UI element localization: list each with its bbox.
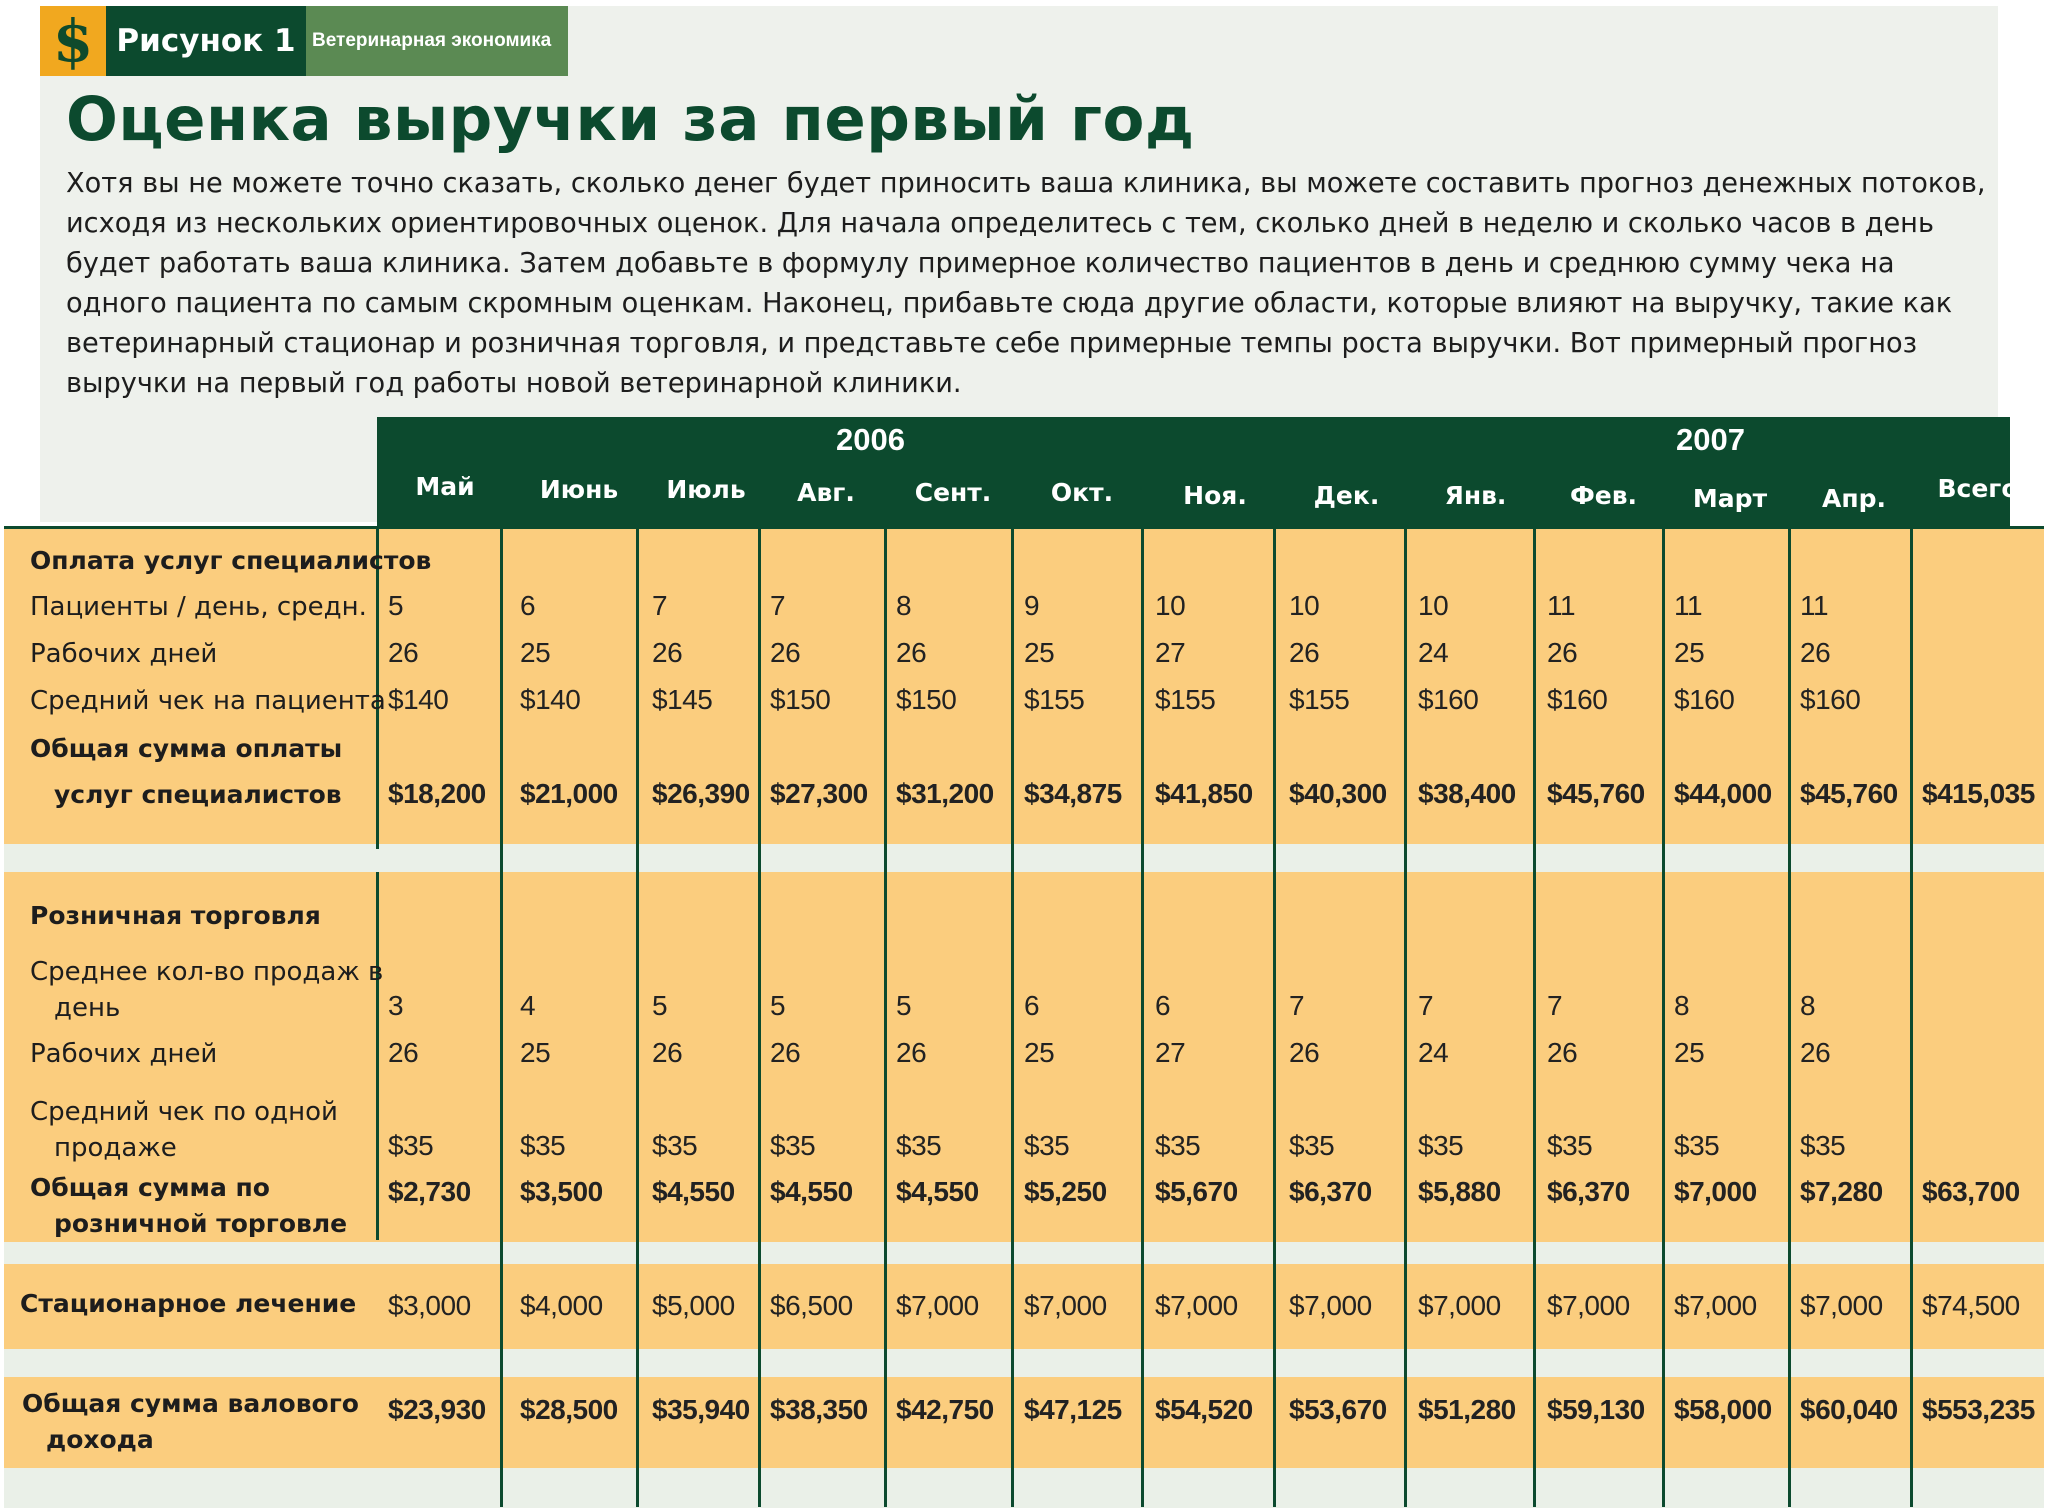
sales-cell: 7	[1289, 990, 1305, 1021]
spec-days-cell: 24	[1418, 637, 1449, 668]
inpatient-cell: $7,000	[1547, 1290, 1630, 1321]
sales-cell: 4	[520, 990, 536, 1021]
retail-check-cell: $35	[896, 1130, 942, 1161]
inpatient-cell: $4,000	[520, 1290, 603, 1321]
inpatient-cell: $7,000	[1155, 1290, 1238, 1321]
gross-cell: $51,280	[1418, 1394, 1516, 1425]
column-divider	[1011, 529, 1014, 1507]
retail-check-label-2: продаже	[54, 1133, 177, 1163]
column-divider	[1404, 529, 1407, 1507]
sales-cell: 7	[1418, 990, 1434, 1021]
column-divider	[1910, 529, 1913, 1507]
spec-check-cell: $160	[1418, 684, 1479, 715]
retail-days-cell: 26	[1289, 1037, 1320, 1068]
retail-total-cell: $3,500	[520, 1176, 603, 1207]
year-2006: 2006	[836, 422, 905, 457]
column-divider	[1533, 529, 1536, 1507]
inpatient-cell: $6,500	[770, 1290, 853, 1321]
retail-check-cell: $35	[652, 1130, 698, 1161]
spec-days-cell: 27	[1155, 637, 1186, 668]
retail-days-cell: 26	[770, 1037, 801, 1068]
retail-days-cell: 25	[1024, 1037, 1055, 1068]
retail-check-cell: $35	[1418, 1130, 1464, 1161]
spec-total-cell: $38,400	[1418, 778, 1516, 809]
column-header: Авг.	[797, 478, 855, 507]
column-divider	[636, 529, 639, 1507]
dollar-icon: $	[40, 6, 106, 76]
spec-total-label-1: Общая сумма оплаты	[30, 734, 343, 763]
spec-check-cell: $155	[1155, 684, 1216, 715]
spec-total-cell: $34,875	[1024, 778, 1122, 809]
column-header: Сент.	[914, 478, 992, 507]
retail-total-cell: $7,280	[1800, 1176, 1883, 1207]
inpatient-cell: $3,000	[388, 1290, 471, 1321]
sales-label-1: Среднее кол-во продаж в	[30, 957, 384, 987]
sales-cell: 5	[770, 990, 786, 1021]
gap-band	[4, 1242, 2044, 1264]
patients-cell: 10	[1418, 590, 1449, 621]
spec-total-cell: $45,760	[1547, 778, 1645, 809]
retail-check-cell: $35	[1800, 1130, 1846, 1161]
spec-total-cell: $45,760	[1800, 778, 1898, 809]
column-divider	[1141, 529, 1144, 1507]
spec-days-cell: 26	[388, 637, 419, 668]
spec-total-cell: $26,390	[652, 778, 750, 809]
spec-check-label: Средний чек на пациента	[30, 686, 386, 716]
specialists-heading: Оплата услуг специалистов	[30, 546, 432, 575]
spec-total-cell: $415,035	[1922, 778, 2035, 809]
spec-total-cell: $31,200	[896, 778, 994, 809]
column-header: Янв.	[1444, 481, 1507, 510]
gross-cell: $59,130	[1547, 1394, 1645, 1425]
retail-heading: Розничная торговля	[30, 901, 321, 930]
sales-cell: 5	[896, 990, 912, 1021]
inpatient-cell: $7,000	[896, 1290, 979, 1321]
spec-days-cell: 26	[1800, 637, 1831, 668]
gross-cell: $58,000	[1674, 1394, 1772, 1425]
column-header: Июль	[666, 475, 746, 504]
spec-check-cell: $140	[388, 684, 449, 715]
spec-total-cell: $21,000	[520, 778, 618, 809]
retail-check-cell: $35	[520, 1130, 566, 1161]
bottom-band	[4, 1468, 2044, 1508]
retail-check-cell: $35	[1547, 1130, 1593, 1161]
spec-check-cell: $160	[1674, 684, 1735, 715]
spec-days-cell: 25	[1674, 637, 1705, 668]
spec-check-cell: $140	[520, 684, 581, 715]
retail-check-cell: $35	[1155, 1130, 1201, 1161]
retail-total-label-2: розничной торговле	[54, 1209, 348, 1238]
retail-total-cell: $6,370	[1547, 1176, 1630, 1207]
retail-total-cell: $5,670	[1155, 1176, 1238, 1207]
column-header: Июнь	[539, 475, 619, 504]
retail-check-cell: $35	[1289, 1130, 1335, 1161]
gross-label-2: дохода	[46, 1425, 154, 1454]
gross-cell: $35,940	[652, 1394, 750, 1425]
column-divider	[1788, 529, 1791, 1507]
inpatient-cell: $74,500	[1922, 1290, 2020, 1321]
spec-check-cell: $155	[1289, 684, 1350, 715]
spec-days-cell: 26	[896, 637, 927, 668]
retail-check-cell: $35	[770, 1130, 816, 1161]
column-header: Фев.	[1569, 481, 1638, 510]
retail-total-cell: $4,550	[652, 1176, 735, 1207]
gross-cell: $42,750	[896, 1394, 994, 1425]
retail-total-cell: $5,250	[1024, 1176, 1107, 1207]
retail-total-cell: $7,000	[1674, 1176, 1757, 1207]
retail-days-label: Рабочих дней	[30, 1039, 218, 1069]
retail-check-cell: $35	[1024, 1130, 1070, 1161]
column-header: Ноя.	[1183, 481, 1247, 510]
spec-total-cell: $44,000	[1674, 778, 1772, 809]
patients-cell: 8	[896, 590, 912, 621]
patients-cell: 11	[1800, 590, 1829, 621]
inpatient-cell: $7,000	[1418, 1290, 1501, 1321]
retail-days-cell: 25	[520, 1037, 551, 1068]
spec-total-cell: $40,300	[1289, 778, 1387, 809]
sales-label-2: день	[54, 993, 121, 1023]
retail-total-cell: $63,700	[1922, 1176, 2020, 1207]
gross-cell: $28,500	[520, 1394, 618, 1425]
spec-check-cell: $155	[1024, 684, 1085, 715]
patients-cell: 11	[1547, 590, 1576, 621]
gross-cell: $53,670	[1289, 1394, 1387, 1425]
column-header: Май	[415, 472, 475, 501]
gross-cell: $60,040	[1800, 1394, 1898, 1425]
patients-cell: 10	[1155, 590, 1186, 621]
patients-cell: 6	[520, 590, 536, 621]
gap-band	[4, 844, 2044, 872]
retail-days-cell: 26	[388, 1037, 419, 1068]
retail-check-cell: $35	[388, 1130, 434, 1161]
inpatient-cell: $7,000	[1289, 1290, 1372, 1321]
spec-check-cell: $145	[652, 684, 713, 715]
inpatient-cell: $7,000	[1800, 1290, 1883, 1321]
column-divider	[884, 529, 887, 1507]
sales-cell: 5	[652, 990, 668, 1021]
spec-days-label: Рабочих дней	[30, 639, 218, 669]
page-title: Оценка выручки за первый год	[66, 84, 1195, 155]
patients-cell: 5	[388, 590, 404, 621]
sales-cell: 6	[1155, 990, 1171, 1021]
gross-label-1: Общая сумма валового	[22, 1389, 359, 1418]
sales-cell: 3	[388, 990, 404, 1021]
column-header: Апр.	[1821, 484, 1886, 513]
inpatient-label: Стационарное лечение	[20, 1289, 357, 1318]
gross-cell: $38,350	[770, 1394, 868, 1425]
sales-cell: 8	[1800, 990, 1816, 1021]
column-header: Март	[1692, 484, 1768, 513]
inpatient-cell: $7,000	[1024, 1290, 1107, 1321]
column-divider	[758, 529, 761, 1507]
retail-days-cell: 24	[1418, 1037, 1449, 1068]
spec-check-cell: $160	[1800, 684, 1861, 715]
retail-days-cell: 26	[1800, 1037, 1831, 1068]
label-divider	[376, 872, 379, 1240]
retail-days-cell: 25	[1674, 1037, 1705, 1068]
spec-check-cell: $150	[770, 684, 831, 715]
column-header: Дек.	[1313, 481, 1380, 510]
gap-band	[4, 1349, 2044, 1377]
spec-days-cell: 25	[1024, 637, 1055, 668]
section-label: Ветеринарная экономика	[306, 6, 568, 76]
column-divider	[1662, 529, 1665, 1507]
figure-header	[40, 6, 568, 76]
spec-days-cell: 26	[1289, 637, 1320, 668]
spec-days-cell: 26	[770, 637, 801, 668]
gross-cell: $47,125	[1024, 1394, 1122, 1425]
gross-cell: $23,930	[388, 1394, 486, 1425]
spec-days-cell: 26	[652, 637, 683, 668]
patients-label: Пациенты / день, средн.	[30, 592, 367, 622]
patients-cell: 11	[1674, 590, 1703, 621]
spec-check-cell: $160	[1547, 684, 1608, 715]
spec-check-cell: $150	[896, 684, 957, 715]
spec-total-label-2: услуг специалистов	[54, 780, 342, 809]
figure-label: Рисунок 1	[106, 6, 306, 76]
sales-cell: 6	[1024, 990, 1040, 1021]
column-header: Окт.	[1050, 478, 1114, 507]
spec-days-cell: 26	[1547, 637, 1578, 668]
inpatient-cell: $7,000	[1674, 1290, 1757, 1321]
patients-cell: 9	[1024, 590, 1040, 621]
spec-total-cell: $27,300	[770, 778, 868, 809]
retail-total-label-1: Общая сумма по	[30, 1173, 270, 1202]
spec-total-cell: $41,850	[1155, 778, 1253, 809]
retail-check-label-1: Средний чек по одной	[30, 1097, 338, 1127]
retail-total-cell: $6,370	[1289, 1176, 1372, 1207]
patients-cell: 7	[770, 590, 786, 621]
column-header: Всего	[1937, 474, 2019, 503]
sales-cell: 7	[1547, 990, 1563, 1021]
intro-text: Хотя вы не можете точно сказать, сколько денег будет приносить ваша клиника, вы можете составить прогноз денежных потоков, исходя из нескольких ориентировочных оценок. Для начала определитесь с тем, сколько дней в неделю и сколько часов в день будет работать ваша клиника. Затем добавьте в формулу примерное количество пациентов в день и среднюю сумму чека на одного пациента по самым скромным оценкам. Наконец, прибавьте сюда другие области, которые влияют на выручку, такие как ветеринарный стационар и розничная торговля, и представьте себе примерные темпы роста выручки. Вот примерный прогноз выручки на первый год работы новой ветеринарной клиники.	[66, 168, 1986, 399]
sales-cell: 8	[1674, 990, 1690, 1021]
retail-days-cell: 26	[652, 1037, 683, 1068]
spec-total-cell: $18,200	[388, 778, 486, 809]
retail-total-cell: $4,550	[896, 1176, 979, 1207]
column-divider	[500, 529, 503, 1507]
retail-days-cell: 26	[896, 1037, 927, 1068]
spec-days-cell: 25	[520, 637, 551, 668]
retail-days-cell: 27	[1155, 1037, 1186, 1068]
retail-total-cell: $4,550	[770, 1176, 853, 1207]
gross-cell: $54,520	[1155, 1394, 1253, 1425]
retail-check-cell: $35	[1674, 1130, 1720, 1161]
year-2007: 2007	[1676, 422, 1745, 457]
retail-total-cell: $5,880	[1418, 1176, 1501, 1207]
retail-total-cell: $2,730	[388, 1176, 471, 1207]
patients-cell: 7	[652, 590, 668, 621]
patients-cell: 10	[1289, 590, 1320, 621]
inpatient-cell: $5,000	[652, 1290, 735, 1321]
gross-cell: $553,235	[1922, 1394, 2035, 1425]
column-divider	[1273, 529, 1276, 1507]
retail-days-cell: 26	[1547, 1037, 1578, 1068]
